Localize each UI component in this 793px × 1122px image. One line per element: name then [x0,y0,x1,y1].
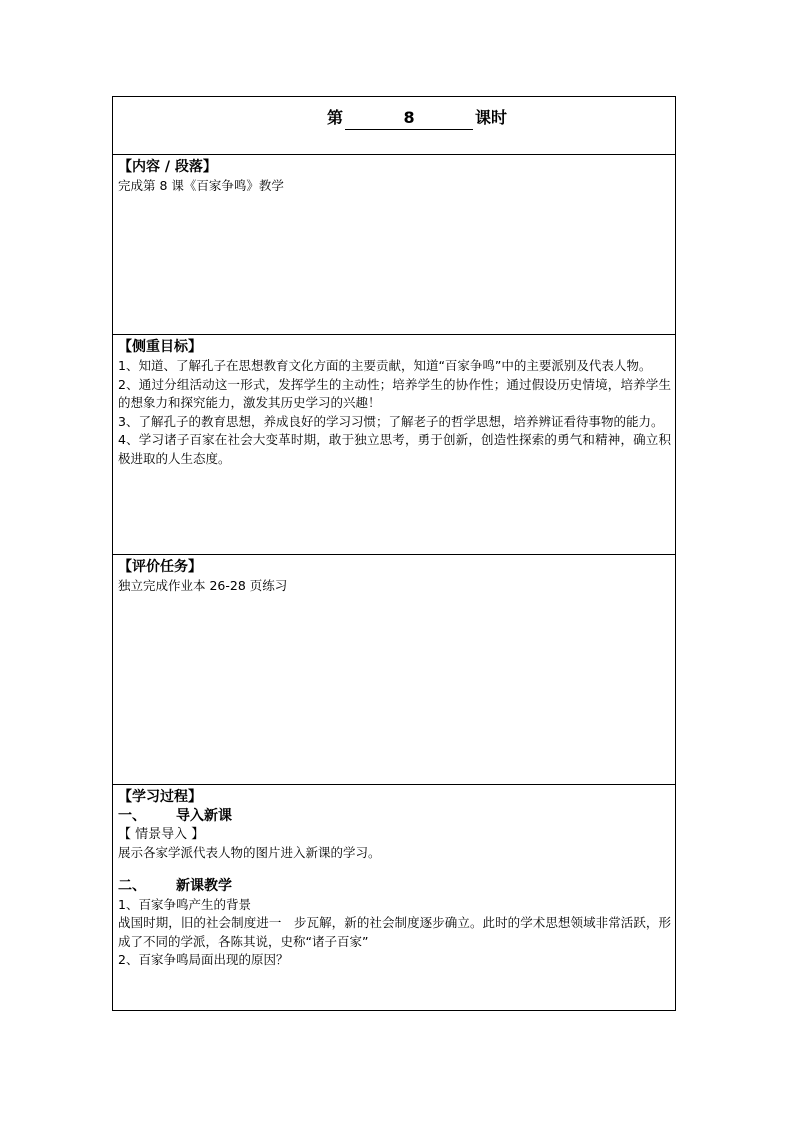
goals-heading: 【侧重目标】 [118,339,202,355]
lesson-plan-table [112,96,676,1011]
goals-section [113,335,675,555]
intro-text: 展示各家学派代表人物的图片进入新课的学习。 [118,845,381,860]
goal-item-2: 2、通过分组活动这一形式，发挥学生的主动性；培养学生的协作性；通过假设历史情境，培养学生的想象力和探究能力，激发其历史学习的兴趣！ [118,376,671,410]
section-2-title [118,877,671,896]
section-1-label: 导入新课 [176,808,232,824]
section-2-label: 新课教学 [176,877,232,894]
content-text: 完成第 8 课《百家争鸣》教学 [118,178,284,193]
assessment-heading: 【评价任务】 [118,559,202,575]
scenario-intro-label: 【 情景导入 】 [118,827,205,842]
section-1-number: 一、 [118,808,146,824]
lesson-number-title [327,107,507,130]
goal-item-4: 4、学习诸子百家在社会大变革时期，敢于独立思考，勇于创新，创造性探索的勇气和精神，确立积极进取的人生态度。 [118,432,671,466]
process-heading: 【学习过程】 [118,789,202,805]
content-section [113,155,675,335]
section-2-number: 二、 [118,877,146,894]
process-section [113,785,675,1012]
assessment-text: 独立完成作业本 26-28 页练习 [118,578,288,593]
section-1-title [118,807,671,826]
lesson-number: 8 [345,107,473,130]
lesson-suffix: 课时 [475,108,508,127]
point-1-title: 1、百家争鸣产生的背景 [118,896,251,912]
point-1-text: 战国时期，旧的社会制度进一 步瓦解，新的社会制度逐步确立。此时的学术思想领域非常活跃，形成了不同的学派，各陈其说，史称“诸子百家” [118,915,671,949]
lesson-number-row [113,97,675,155]
lesson-prefix: 第 [327,108,344,127]
content-heading: 【内容 / 段落】 [118,159,217,175]
point-2-title: 2、百家争鸣局面出现的原因？ [118,952,289,967]
goal-item-3: 3、了解孔子的教育思想，养成良好的学习习惯；了解老子的哲学思想，培养辨证看待事物的能力。 [118,413,664,429]
assessment-section [113,555,675,785]
goal-item-1: 1、知道、了解孔子在思想教育文化方面的主要贡献，知道“百家争鸣”中的主要派别及代表人物。 [118,358,652,373]
